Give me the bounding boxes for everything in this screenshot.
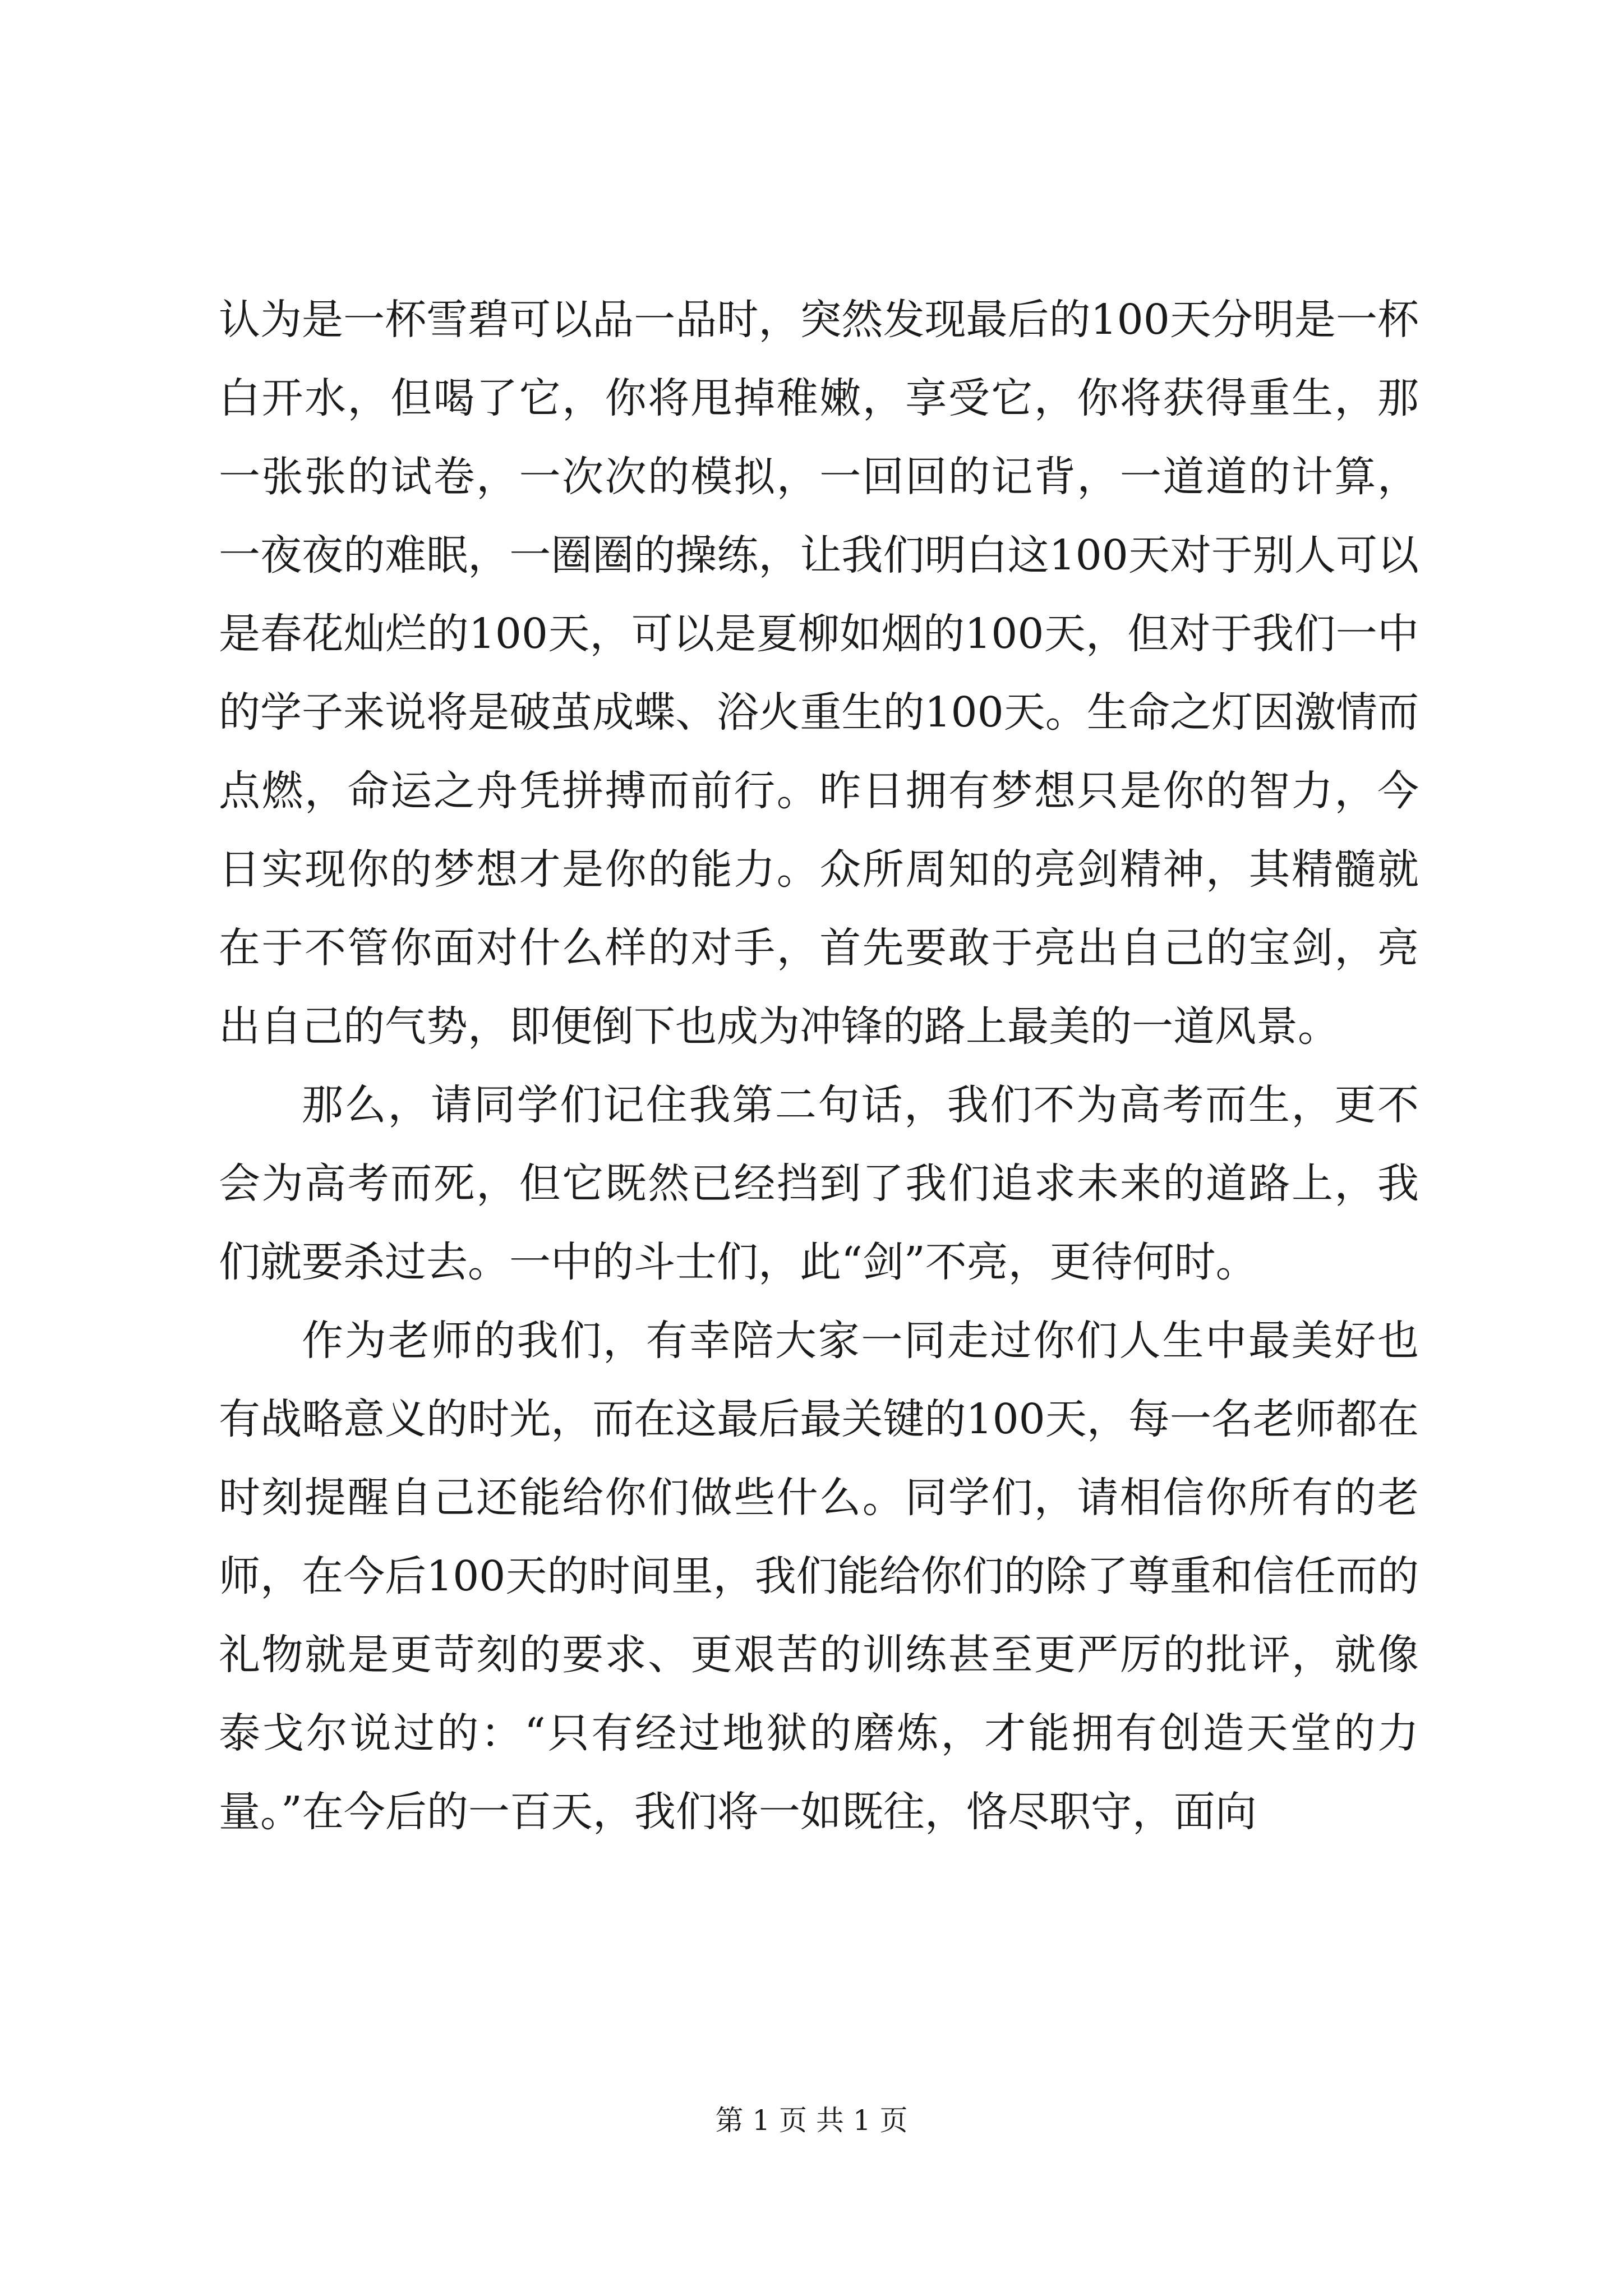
document-body <box>219 280 1419 1851</box>
paragraph-3: 作为老师的我们，有幸陪大家一同走过你们人生中最美好也有战略意义的时光，而在这最后最关键的100天，每一名老师都在时刻提醒自己还能给你们做些什么。同学们，请相信你所有的老师，在今后100天的时间里，我们能给你们的除了尊重和信任而的礼物就是更苛刻的要求、更艰苦的训练甚至更严厉的批评，就像泰戈尔说过的：“只有经过地狱的磨炼，才能拥有创造天堂的力量。”在今后的一百天，我们将一如既往，恪尽职守，面向 <box>219 1317 1419 1836</box>
page-footer: 第 1 页 共 1 页 <box>715 2104 908 2137</box>
paragraph-1: 认为是一杯雪碧可以品一品时，突然发现最后的100天分明是一杯白开水，但喝了它，你将甩掉稚嫩，享受它，你将获得重生，那一张张的试卷，一次次的模拟，一回回的记背，一道道的计算，一夜夜的难眠，一圈圈的操练，让我们明白这100天对于别人可以是春花灿烂的100天，可以是夏柳如烟的100天，但对于我们一中的学子来说将是破茧成蝶、浴火重生的100天。生命之灯因激情而点燃，命运之舟凭拼搏而前行。昨日拥有梦想只是你的智力，今日实现你的梦想才是你的能力。众所周知的亮剑精神，其精髓就在于不管你面对什么样的对手，首先要敢于亮出自己的宝剑，亮出自己的气势，即便倒下也成为冲锋的路上最美的一道风景。 <box>219 296 1419 1051</box>
paragraph-2: 那么，请同学们记住我第二句话，我们不为高考而生，更不会为高考而死，但它既然已经挡到了我们追求未来的道路上，我们就要杀过去。一中的斗士们，此“剑”不亮，更待何时。 <box>219 1081 1419 1286</box>
